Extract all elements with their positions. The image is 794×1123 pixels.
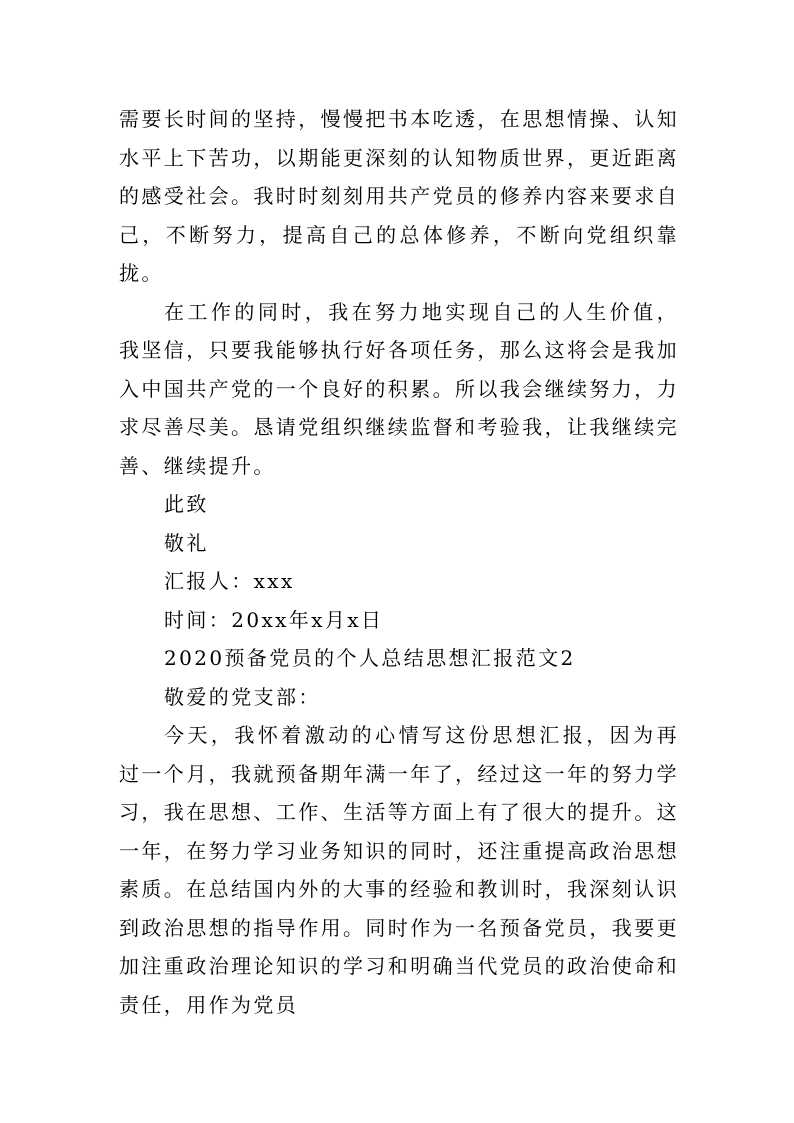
paragraph-work: 在工作的同时，我在努力地实现自己的人生价值，我坚信，只要我能够执行好各项任务，那么这将会是我加入中国共产党的一个良好的积累。所以我会继续努力，力求尽善尽美。恳请党组织继续监督和考验我，让我继续完善、继续提升。 <box>119 299 679 478</box>
next-section-title: 2020预备党员的个人总结思想汇报范文2 <box>164 646 576 670</box>
greeting-line: 敬爱的党支部： <box>164 684 321 709</box>
closing-line: 此致 <box>164 492 209 516</box>
date-line: 时间：20xx年x月x日 <box>164 607 384 632</box>
reporter-line: 汇报人：xxx <box>164 569 295 593</box>
paragraph-continued: 需要长时间的坚持，慢慢把书本吃透，在思想情操、认知水平上下苦功，以期能更深刻的认知物质世界，更近距离的感受社会。我时时刻刻用共产党员的修养内容来要求自己，不断努力，提高自己的总体修养，不断向党组织靠拢。 <box>119 107 679 285</box>
salute-line: 敬礼 <box>164 530 209 555</box>
paragraph-report-body: 今天，我怀着激动的心情写这份思想汇报，因为再过一个月，我就预备期年满一年了，经过这一年的努力学习，我在思想、工作、生活等方面上有了很大的提升。这一年，在努力学习业务知识的同时，还注重提高政治思想素质。在总结国内外的大事的经验和教训时，我深刻认识到政治思想的指导作用。同时作为一名预备党员，我要更加注重政治理论知识的学习和明确当代党员的政治使命和责任，用作为党员 <box>119 723 679 1017</box>
document-body <box>119 100 679 1024</box>
